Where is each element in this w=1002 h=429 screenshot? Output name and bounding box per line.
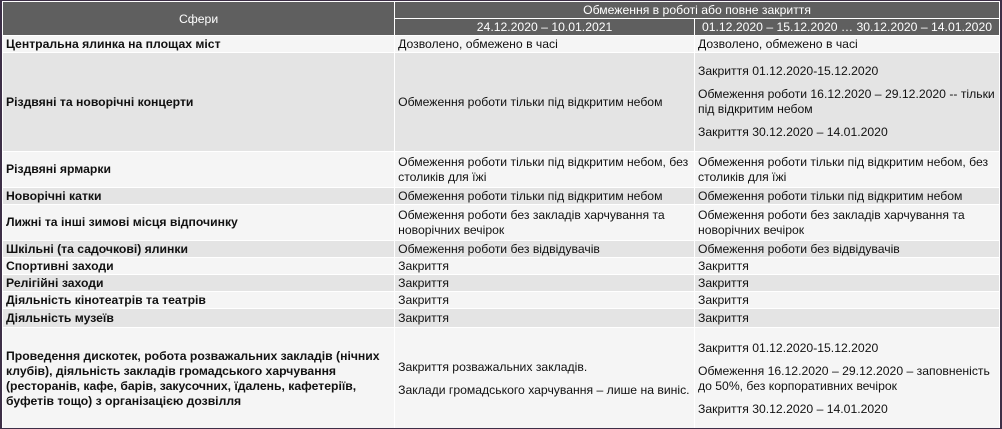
table-row: [3, 188, 1000, 205]
period-1-cell: [395, 275, 695, 292]
restrictions-table: [2, 1, 1000, 428]
cell-paragraph: Закриття розважальних закладів.: [398, 359, 588, 374]
table-row: [3, 328, 1000, 429]
table-row: [3, 258, 1000, 275]
header-spheres: Сфери: [3, 2, 395, 36]
cell-paragraph: Закриття: [398, 275, 449, 290]
cell-paragraph: Закриття 30.12.2020 – 14.01.2020: [697, 125, 888, 139]
cell-paragraph: Дозволено, обмежено в часі: [398, 36, 558, 51]
cell-paragraph: Закриття: [697, 310, 749, 325]
period-2-cell: [694, 328, 999, 429]
period-2-cell: [694, 205, 999, 241]
table-row: [3, 53, 1000, 152]
period-1-cell: [395, 292, 695, 309]
table-row: [3, 36, 1000, 53]
header-period-2: 01.12.2020 – 15.12.2020 … 30.12.2020 – 14.01.2020: [694, 19, 999, 36]
cell-paragraph: Заклади громадського харчування – лише на виніс.: [398, 382, 690, 397]
period-1-cell: [395, 328, 695, 429]
table-row: [3, 292, 1000, 309]
sphere-cell: Центральна ялинка на площах міст: [3, 36, 395, 53]
cell-paragraph: Обмеження роботи тільки під відкритим небом: [398, 188, 663, 203]
cell-paragraph: Закриття 01.12.2020-15.12.2020: [697, 64, 879, 78]
period-1-cell: [395, 152, 695, 188]
cell-paragraph: Обмеження роботи без відвідувачів: [697, 241, 900, 256]
cell-paragraph: Обмеження роботи без закладів харчування та новорічних вечірок: [697, 207, 965, 237]
sphere-cell: Діяльність кінотеатрів та театрів: [3, 292, 395, 309]
cell-paragraph: Закриття: [398, 258, 449, 273]
cell-paragraph: Закриття: [697, 275, 749, 290]
period-1-cell: [395, 258, 695, 275]
period-2-cell: [694, 258, 999, 275]
cell-paragraph: Закриття: [398, 310, 449, 325]
table-row: [3, 241, 1000, 258]
restrictions-table-frame: [2, 1, 1000, 428]
sphere-cell: Різдвяні та новорічні концерти: [3, 53, 395, 152]
period-2-cell: [694, 275, 999, 292]
period-1-cell: [395, 241, 695, 258]
cell-paragraph: Закриття 30.12.2020 – 14.01.2020: [697, 401, 888, 416]
cell-paragraph: Дозволено, обмежено в часі: [697, 36, 858, 51]
table-row: [3, 152, 1000, 188]
period-1-cell: [395, 188, 695, 205]
sphere-cell: Діяльність музеїв: [3, 309, 395, 328]
cell-paragraph: Обмеження роботи без закладів харчування та новорічних вечірок: [398, 207, 665, 237]
cell-paragraph: Закриття: [398, 292, 449, 307]
sphere-cell: Різдвяні ярмарки: [3, 152, 395, 188]
period-2-cell: [694, 36, 999, 53]
sphere-cell: Проведення дискотек, робота розважальних закладів (нічних клубів), діяльність закладів громадського харчування (ресторанів, кафе, барів, закусочних, їдалень, кафетеріїв, буфетів тощо) з організацією дозвілля: [3, 328, 395, 429]
period-1-cell: [395, 36, 695, 53]
period-1-cell: [395, 53, 695, 152]
period-2-cell: [694, 292, 999, 309]
sphere-cell: Новорічні катки: [3, 188, 395, 205]
cell-paragraph: Обмеження роботи без відвідувачів: [398, 241, 600, 256]
period-2-cell: [694, 188, 999, 205]
table-row: [3, 205, 1000, 241]
period-1-cell: [395, 309, 695, 328]
header-period-1: 24.12.2020 – 10.01.2021: [395, 19, 695, 36]
header-restrictions: Обмеження в роботі або повне закриття: [395, 2, 1000, 19]
table-row: [3, 275, 1000, 292]
sphere-cell: Лижні та інші зимові місця відпочинку: [3, 205, 395, 241]
cell-paragraph: Обмеження роботи тільки під відкритим небом, без столиків для їжі: [697, 154, 989, 184]
cell-paragraph: Обмеження роботи тільки під відкритим небом: [697, 188, 963, 203]
period-2-cell: [694, 53, 999, 152]
period-2-cell: [694, 152, 999, 188]
period-2-cell: [694, 241, 999, 258]
cell-paragraph: Обмеження роботи 16.12.2020 – 29.12.2020 -- тільки під відкритим небом: [697, 87, 995, 116]
cell-paragraph: Закриття: [697, 292, 749, 307]
cell-paragraph: Обмеження 16.12.2020 – 29.12.2020 – заповненість до 50%, без корпоративних вечірок: [697, 363, 990, 393]
cell-paragraph: Обмеження роботи тільки під відкритим небом, без столиків для їжі: [398, 154, 689, 184]
sphere-cell: Спортивні заходи: [3, 258, 395, 275]
sphere-cell: Шкільні (та садочкові) ялинки: [3, 241, 395, 258]
period-1-cell: [395, 205, 695, 241]
cell-paragraph: Обмеження роботи тільки під відкритим небом: [398, 94, 663, 109]
table-row: [3, 309, 1000, 328]
cell-paragraph: Закриття 01.12.2020-15.12.2020: [697, 340, 879, 355]
sphere-cell: Релігійні заходи: [3, 275, 395, 292]
cell-paragraph: Закриття: [697, 258, 749, 273]
period-2-cell: [694, 309, 999, 328]
